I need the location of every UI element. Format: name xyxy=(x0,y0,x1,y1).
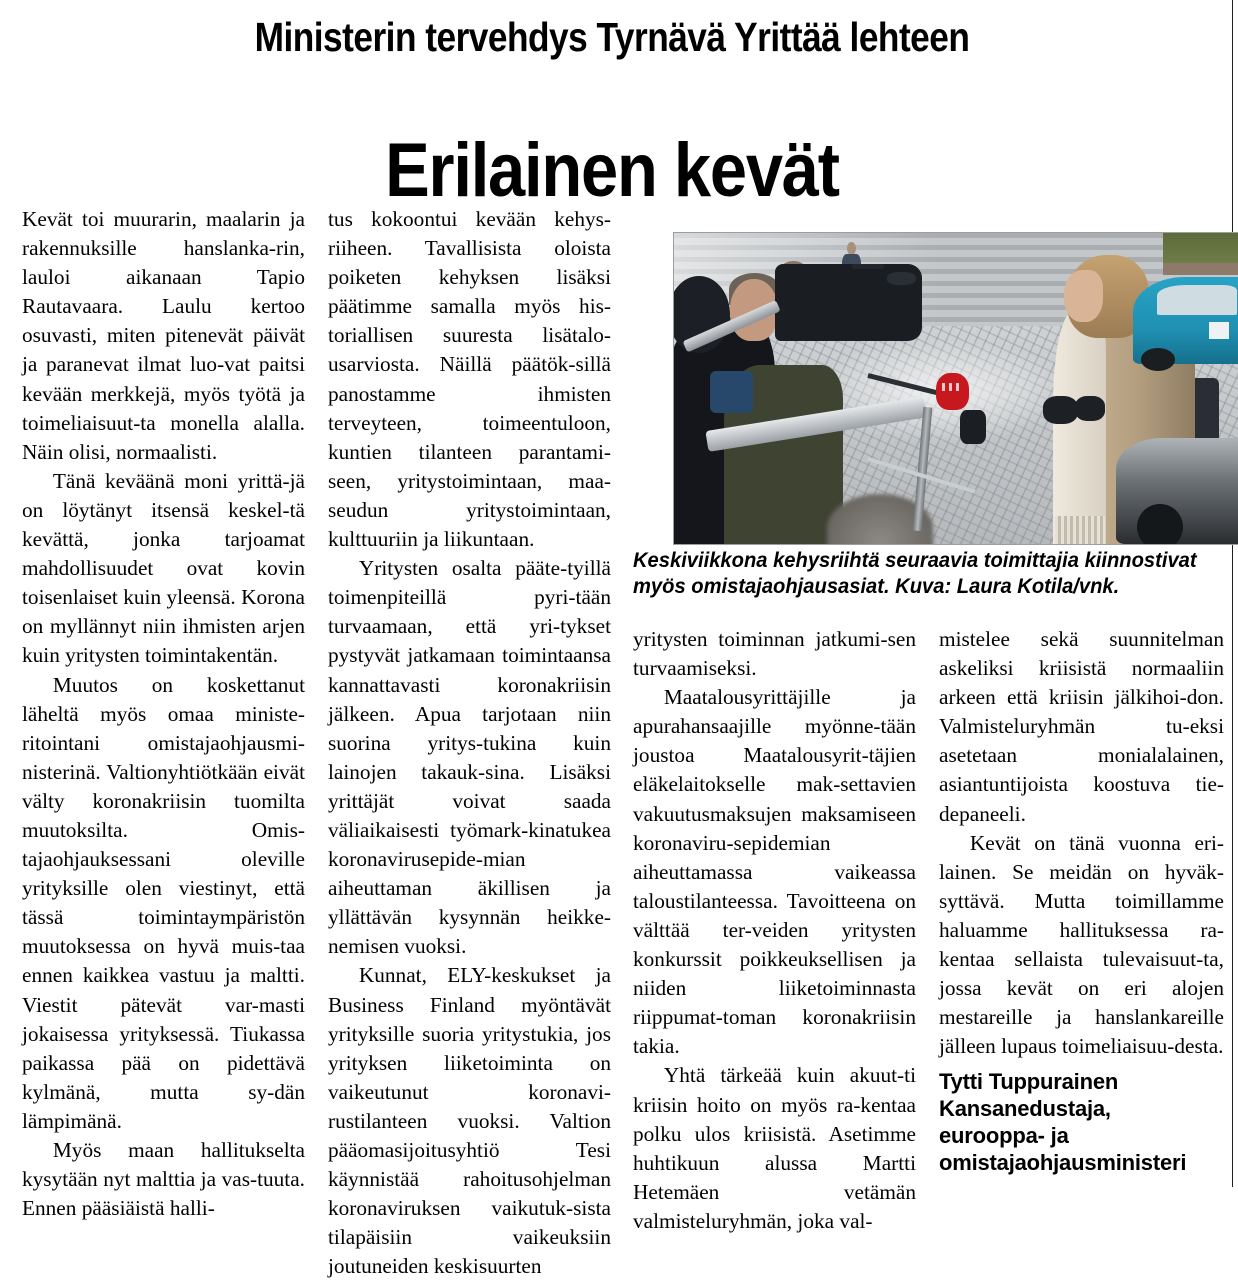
paragraph: mistelee sekä suunnitelman askeliksi kriisistä normaaliin arkeen että kriisin jälkihoi-don. Valmisteluryhmän tu-eksi asetetaan monialalainen, asiantuntijoista koostuva tie-depaneeli. xyxy=(939,627,1224,826)
article-photo-figure xyxy=(673,232,1238,545)
author-title-line-3: omistajaohjausministeri xyxy=(939,1150,1187,1175)
photo-black-microphone xyxy=(960,410,986,444)
paragraph: Tänä keväänä moni yrittä-jä on löytänyt itsensä keskel-tä kevättä, jonka tarjoamat mahdollisuudet ovat kovin toisenlaiset kuin yleensä. Korona on myllännyt niin ihmisten arjen kuin yritysten toimintakentän. xyxy=(22,468,305,668)
author-signature xyxy=(939,1068,1229,1176)
body-column-4 xyxy=(939,625,1224,1061)
photo-camera-lens xyxy=(887,272,916,284)
paragraph: yritysten toiminnan jatkumi-sen turvaamiseksi. xyxy=(633,627,916,681)
author-name: Tytti Tuppurainen xyxy=(939,1069,1119,1094)
body-column-1 xyxy=(22,205,305,1223)
paragraph: Yhtä tärkeää kuin akuut-ti kriisin hoito on myös ra-kentaa polku ulos kriisistä. Asetimme huhtikuun alussa Martti Hetemäen vetämän valmisteluryhmän, joka val- xyxy=(633,1063,916,1233)
photo-glove-right xyxy=(1075,396,1105,421)
press-photographers-photo xyxy=(673,232,1238,545)
article-kicker: Ministerin tervehdys Tyrnävä Yrittää lehteen xyxy=(254,14,970,60)
photo-glove-left xyxy=(1043,396,1078,424)
photo-dark-car xyxy=(1116,438,1238,544)
paragraph: Kevät toi muurarin, maalarin ja rakennuksille hanslanka-rin, lauloi aikanaan Tapio Rautavaara. Laulu kertoo osuvasti, miten pitenevät päivät ja paranevat ilmat luo-vat paitsi kevään merkkejä, myös työtä ja toimeliaisuut-ta monella alalla. Näin olisi, normaalisti. xyxy=(22,207,305,464)
photo-blue-camera-bag xyxy=(710,371,752,413)
photo-white-scarf xyxy=(1053,310,1106,544)
body-column-3 xyxy=(633,625,916,1236)
author-title-line-1: Kansanedustaja, xyxy=(939,1096,1111,1121)
page-right-rule xyxy=(1232,0,1233,1187)
paragraph: Myös maan hallitukselta kysytään nyt malttia ja vas-tuuta. Ennen pääsiäistä halli- xyxy=(22,1138,305,1221)
paragraph: Maatalousyrittäjille ja apurahansaajille myönne-tään joustoa Maatalousyrit-täjien eläkelaitokselle mak-settavien vakuutusmaksujen maksamiseen koronaviru-sepidemian aiheuttamassa vaikeassa taloustilanteessa. Tavoitteena on välttää ter-veiden yritysten konkurssit poikkeuksellisen ja niiden liiketoiminnasta riippumat-toman koronakriisin takia. xyxy=(633,685,916,1059)
paragraph: Kunnat, ELY-keskukset ja Business Finland myöntävät yrityksille suoria yritystukia, jos yrityksen liiketoiminta on vaikeutunut koronavi-rustilanteen vuoksi. Valtion pääomasijoitusyhtiö Tesi käynnistää rahoitusohjelman koronaviruksen vaikutuk-sista tilapäisiin vaikeuksiin joutuneiden keskisuurten xyxy=(328,963,611,1279)
paragraph: Muutos on koskettanut läheltä myös omaa ministe-ritointani omistajaohjausmi-nisterinä. Valtionyhtiötkään eivät välty koronakriisin tuomilta muutoksilta. Omis-tajaohjauksessani oleville yrityksille olen viestinyt, että tässä toimintaympäristön muutoksessa on hyvä muis-taa ennen kaikkea vastuu ja maltti. Viestit pätevät var-masti jokaisessa yrityksessä. Tiukassa paikassa pää on pidettävä kylmänä, mutta sy-dän lämpimänä. xyxy=(22,672,305,1133)
photo-caption-line-2: myös omistajaohjausasiat. Kuva: Laura Kotila/vnk. xyxy=(633,575,1120,598)
photo-video-camera xyxy=(775,264,922,342)
photo-caption xyxy=(633,548,1205,600)
photo-red-microphone xyxy=(936,373,969,410)
paragraph: tus kokoontui kevään kehys-riiheen. Tavallisista oloista poiketen kehyksen lisäksi päätimme samalla myös his-toriallisen suuresta lisätalo-usarviosta. Näillä päätök-sillä panostamme ihmisten terveyteen, toimeentuloon, kuntien tilanteen parantami-seen, yritystoimintaan, maa-seudun yritystoimintaan, kulttuuriin ja liikuntaan. xyxy=(328,207,611,552)
page-title: Erilainen kevät xyxy=(385,127,839,213)
body-column-2 xyxy=(328,205,611,1281)
author-title-line-2: eurooppa- ja xyxy=(939,1123,1069,1148)
photo-teal-car xyxy=(1133,277,1238,364)
paragraph: Kevät on tänä vuonna eri-lainen. Se meidän on hyväk-syttävä. Mutta toimillamme haluamme hallituksessa ra-kentaa sellaista tulevaisuut-ta, jossa kevät on eri alojen mestareille ja hanslankareille jälleen lupaus toimeliaisuu-desta. xyxy=(939,830,1224,1059)
photo-caption-line-1: Keskiviikkona kehysriihtä seuraavia toimittajia kiinnostivat xyxy=(633,549,1197,572)
paragraph: Yritysten osalta pääte-tyillä toimenpiteillä pyri-tään turvaamaan, että yri-tykset pystyvät jatkamaan toimintaansa kannattavasti koronakriisin jälkeen. Apua tarjotaan niin suorina yritys-tukina kuin lainojen takauk-sina. Lisäksi yrittäjät voivat saada väliaikaisesti työmark-kinatukea koronavirusepide-mian aiheuttaman äkillisen ja yllättävän kysynnän heikke-nemisen vuoksi. xyxy=(328,556,611,959)
photo-minister-face xyxy=(1064,270,1103,322)
